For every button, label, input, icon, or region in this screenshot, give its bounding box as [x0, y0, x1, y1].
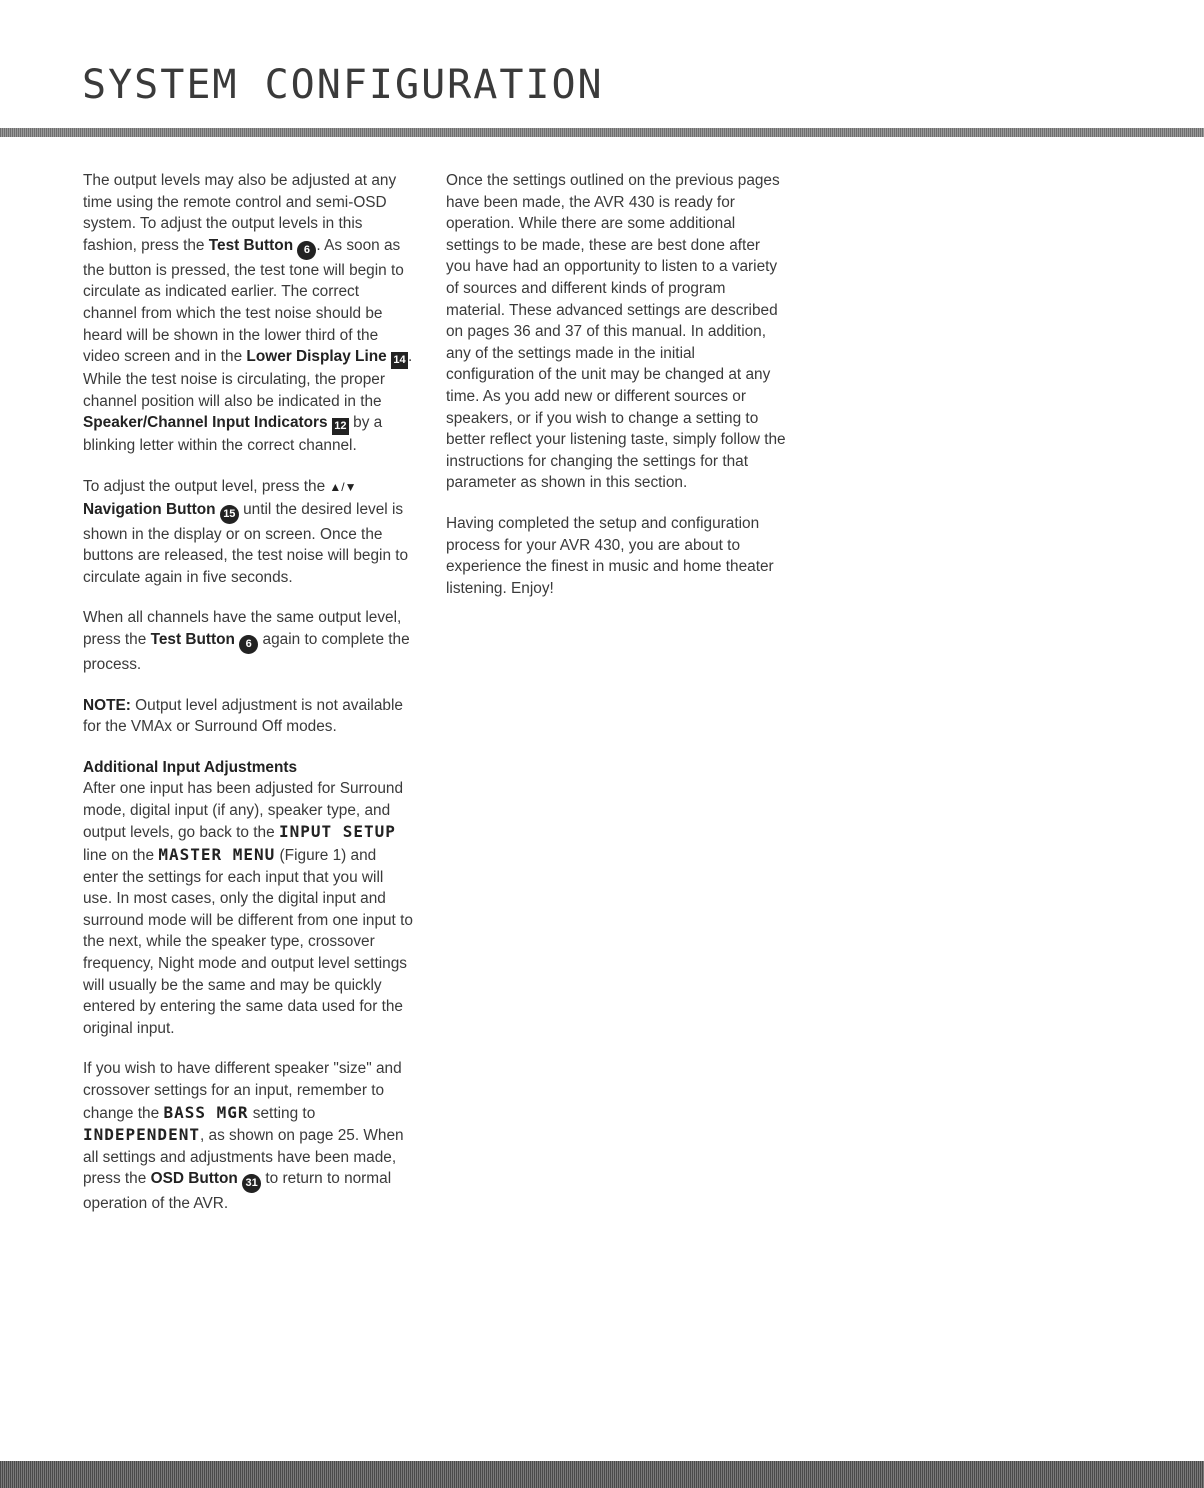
callout-number-icon: 31: [242, 1174, 261, 1193]
text: , as shown on page 25. When all settings and adjustments have been made, press the: [83, 1127, 404, 1188]
callout-number-icon: 15: [220, 505, 239, 524]
up-down-arrows-icon: ▲/▼: [329, 479, 357, 494]
header-rule: [0, 128, 1204, 137]
callout-number-icon: 6: [239, 635, 258, 654]
paragraph-advanced-settings: Once the settings outlined on the previous pages have been made, the AVR 430 is ready for operation. While there are some additional settings to be made, these are best done after you have had an opportunity to listen to a variety of sources and different kinds of program material. These advanced settings are described on pages 36 and 37 of this manual. In addition, any of the settings made in the initial configuration of the unit may be changed at any time. As you add new or different sources or speakers, or if you wish to change a setting to better reflect your listening taste, simply follow the instructions for changing the settings for that parameter as shown in this section.: [446, 172, 786, 492]
text: The output levels may also be adjusted at any time using the remote control and semi-OSD system. To adjust the output levels in this fashion, press the: [83, 172, 397, 254]
text: Output level adjustment is not available for the VMAx or Surround Off modes.: [83, 696, 403, 736]
osd-independent: INDEPENDENT: [83, 1125, 200, 1145]
paragraph-complete: [83, 607, 415, 675]
osd-master-menu: MASTER MENU: [158, 845, 276, 865]
test-button-label: Test Button: [150, 630, 235, 648]
text: line on the: [83, 847, 159, 865]
paragraph-adjust-level: [83, 476, 415, 588]
speaker-channel-indicators-label: Speaker/Channel Input Indicators: [83, 414, 328, 432]
section-heading: Additional Input Adjustments: [83, 758, 298, 776]
osd-bass-mgr: BASS MGR: [163, 1102, 249, 1122]
text: setting to: [248, 1104, 316, 1122]
osd-input-setup: INPUT SETUP: [278, 822, 396, 842]
test-button-label: Test Button: [208, 236, 294, 254]
osd-button-label: OSD Button: [150, 1170, 238, 1188]
paragraph-speaker-size: [83, 1058, 415, 1215]
text: by a blinking letter within the correct channel.: [83, 414, 383, 455]
paragraph-test-button: [83, 170, 415, 457]
left-column: [83, 170, 415, 1234]
text: When all channels have the same output level, press the: [83, 609, 402, 648]
note-label: NOTE:: [83, 696, 131, 714]
text: After one input has been adjusted for Surround mode, digital input (if any), speaker type, and output levels, go back to the: [83, 780, 404, 842]
text: . As soon as the button is pressed, the test tone will begin to circulate as indicated earlier. The correct channel from which the test noise should be heard will be shown in the lower third of the video screen and in the: [83, 236, 404, 366]
footer-bar: [0, 1461, 1204, 1488]
text: To adjust the output level, press the: [83, 477, 330, 495]
paragraph-additional-input: [83, 757, 415, 1040]
paragraph-enjoy: Having completed the setup and configuration process for your AVR 430, you are about to experience the finest in music and home theater listening. Enjoy!: [446, 514, 774, 597]
text: (Figure 1) and enter the settings for each input that you will use. In most cases, only the digital input and surround mode will be different from one input to the next, while the speaker type, crossover frequency, Night mode and output level settings will usually be the same and may be quickly entered by entering the same data used for the original input.: [83, 847, 413, 1037]
callout-number-icon: 14: [391, 352, 408, 369]
text: If you wish to have different speaker "size" and crossover settings for an input, remember to change the: [83, 1060, 402, 1122]
text: to return to normal operation of the AVR.: [83, 1170, 392, 1213]
callout-number-icon: 6: [297, 241, 316, 260]
text: . While the test noise is circulating, the proper channel position will also be indicated in the: [83, 348, 413, 410]
paragraph-note: [83, 695, 415, 738]
navigation-button-label: Navigation Button: [83, 500, 216, 518]
lower-display-line-label: Lower Display Line: [246, 348, 387, 366]
callout-number-icon: 12: [332, 418, 349, 435]
page-title: SYSTEM CONFIGURATION: [82, 62, 604, 108]
text: again to complete the process.: [83, 630, 410, 673]
right-column: [446, 170, 786, 618]
text: until the desired level is shown in the display or on screen. Once the buttons are released, the test noise will begin to circulate again in five seconds.: [83, 500, 409, 586]
